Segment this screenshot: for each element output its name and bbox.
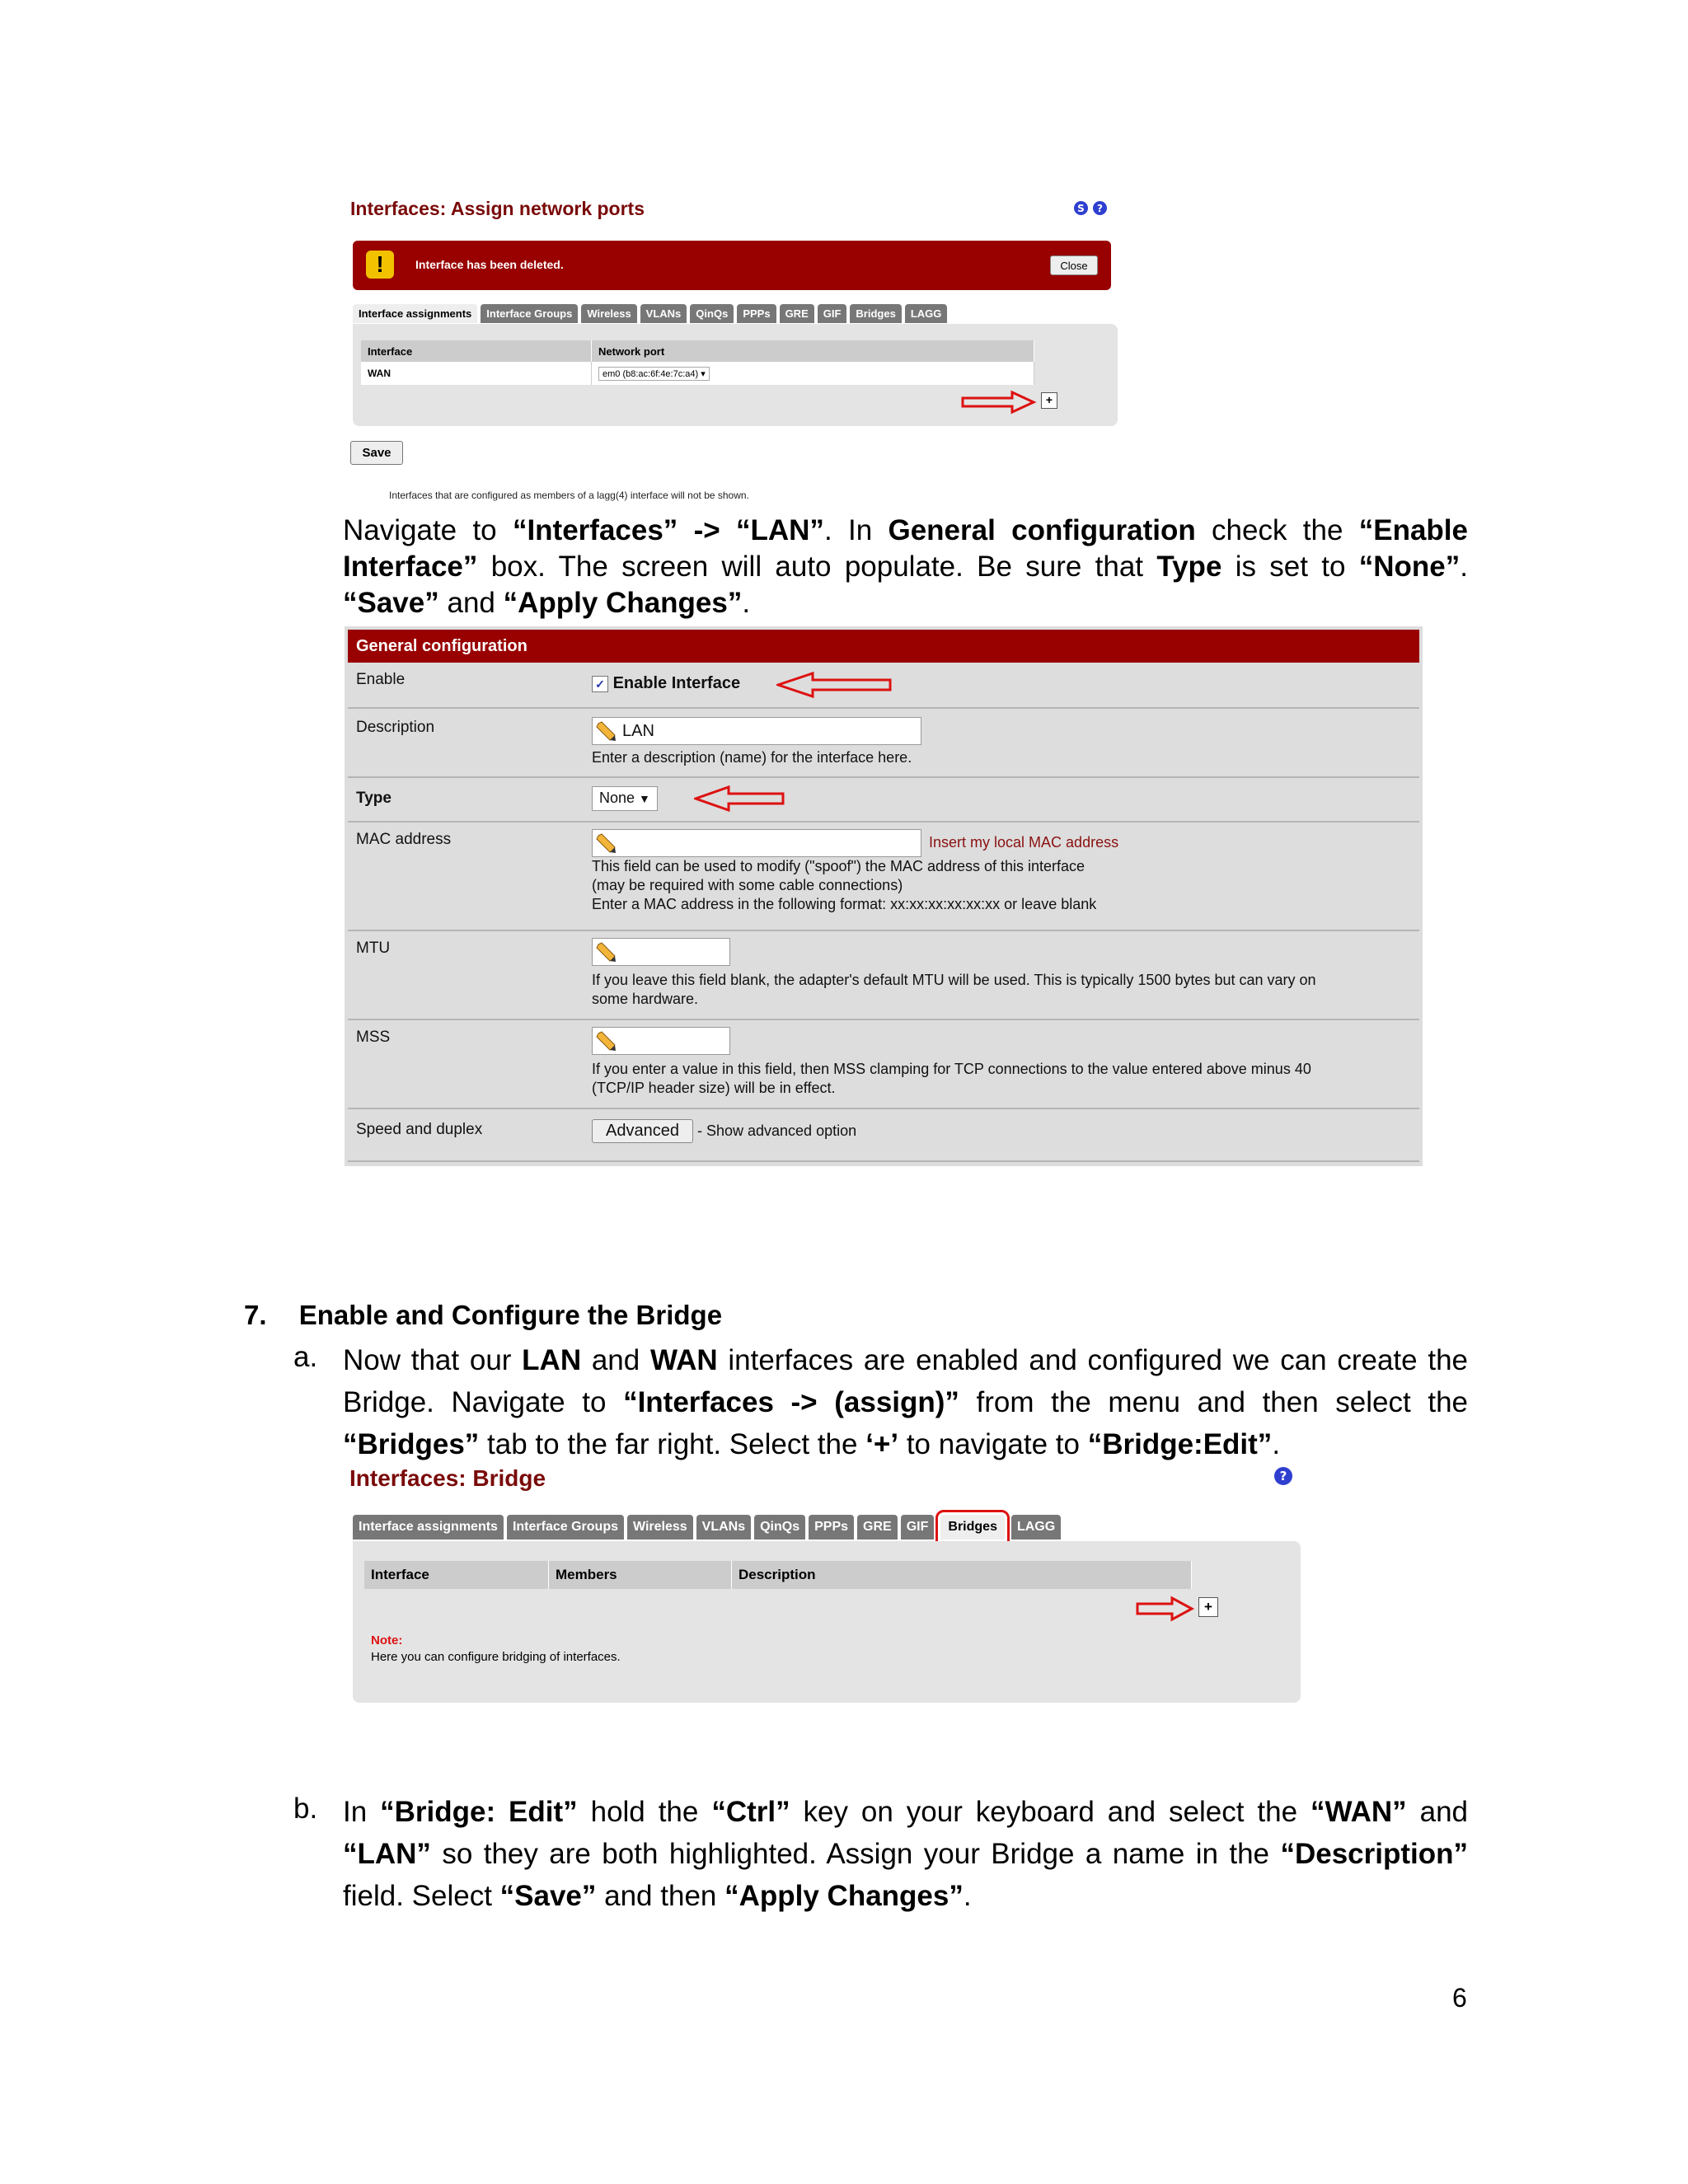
bold-text: “Description” [1280, 1838, 1468, 1870]
text: . In [823, 514, 889, 546]
red-arrow [1136, 1596, 1195, 1622]
page-number: 6 [1452, 1983, 1467, 2013]
bold-text: “Bridge: Edit” [380, 1796, 578, 1828]
mac-input[interactable] [592, 829, 921, 857]
bold-text: “None” [1358, 551, 1461, 583]
bold-text: “Enable Interface” [343, 514, 1468, 583]
note-text: Here you can configure bridging of interfaces. [371, 1650, 621, 1664]
text: tab to the far right. Select the [479, 1428, 866, 1460]
description-input-value: LAN [622, 722, 654, 740]
type-label: Type [356, 790, 392, 807]
mss-label: MSS [356, 1029, 391, 1046]
row-interface: WAN [361, 362, 592, 385]
description-label: Description [356, 719, 435, 736]
save-button[interactable]: Save [350, 441, 403, 465]
tab-lagg[interactable]: LAGG [1011, 1515, 1061, 1540]
row-mtu [348, 931, 1419, 1020]
text: to navigate to [898, 1428, 1088, 1460]
alert-bar [353, 241, 1111, 290]
section-7-heading [244, 1300, 722, 1331]
bold-text: Type [1156, 551, 1222, 583]
red-arrow [961, 390, 1043, 415]
section-number: 7. [244, 1300, 267, 1330]
tab-ppps[interactable]: PPPs [809, 1515, 854, 1540]
enable-label: Enable [356, 671, 406, 688]
tab-interface-groups[interactable]: Interface Groups [481, 304, 578, 323]
port-select[interactable]: em0 (b8:ac:6f:4e:7c:a4) ▾ [598, 367, 710, 381]
add-icon[interactable]: + [1198, 1597, 1218, 1617]
text: check the [1195, 514, 1359, 546]
item-a-marker: a. [293, 1341, 318, 1373]
help-icon[interactable]: ? [1093, 201, 1107, 215]
tab-interface-assignments[interactable]: Interface assignments [353, 1515, 504, 1540]
port-select-value: em0 (b8:ac:6f:4e:7c:a4) [603, 368, 699, 379]
paragraph-lan [343, 513, 1468, 621]
tab-wireless[interactable]: Wireless [581, 304, 636, 323]
mtu-help-2: some hardware. [592, 991, 699, 1007]
text: box. The screen will auto populate. Be sure that [477, 551, 1157, 583]
assign-panel [353, 324, 1118, 426]
tab-gre[interactable]: GRE [857, 1515, 898, 1540]
tab-wireless[interactable]: Wireless [627, 1515, 693, 1540]
speed-value [592, 1119, 856, 1143]
text: so they are both highlighted. Assign your Bridge a name in the [430, 1838, 1281, 1870]
advanced-button[interactable]: Advanced [592, 1119, 693, 1143]
enable-value [592, 674, 740, 693]
section-title: Enable and Configure the Bridge [298, 1300, 723, 1330]
red-arrow [694, 785, 785, 813]
item-a-text [343, 1339, 1468, 1465]
bold-text: “Apply Changes” [724, 1880, 964, 1912]
mtu-help-1: If you leave this field blank, the adapter's default MTU will be used. This is typically 1500 bytes but can vary on [592, 972, 1316, 988]
add-icon[interactable]: + [1041, 392, 1057, 409]
tab-interface-assignments[interactable]: Interface assignments [353, 304, 477, 323]
row-mss [348, 1020, 1419, 1109]
red-arrow [776, 671, 892, 699]
bold-text: “Save” [343, 587, 439, 619]
mac-label: MAC address [356, 831, 452, 848]
bold-text: General configuration [888, 514, 1196, 546]
mtu-input[interactable] [592, 938, 730, 966]
bold-text: “WAN” [1311, 1796, 1407, 1828]
row-mac [348, 823, 1419, 931]
bold-text: “Interfaces” -> “LAN” [512, 514, 824, 546]
tab-bar [353, 304, 947, 323]
tab-interface-groups[interactable]: Interface Groups [507, 1515, 624, 1540]
bold-text: LAN [522, 1344, 582, 1376]
bridge-title: Interfaces: Bridge [349, 1465, 546, 1491]
pencil-icon [595, 720, 617, 742]
text: Now that our [343, 1344, 523, 1376]
insert-mac-link[interactable]: Insert my local MAC address [929, 833, 1119, 851]
col-members: Members [549, 1561, 732, 1589]
col-description: Description [732, 1561, 1192, 1589]
row-type [348, 778, 1419, 823]
item-b-marker: b. [293, 1793, 318, 1825]
tab-bridges[interactable]: Bridges [850, 304, 901, 323]
general-config-screenshot [345, 626, 1423, 1166]
text: and [581, 1344, 650, 1376]
text: and [1406, 1796, 1469, 1828]
enable-checkbox[interactable]: ✓ [592, 676, 608, 692]
row-enable [348, 663, 1419, 709]
text: interfaces are enabled and configured we can create the Bridge. Navigate to [343, 1344, 1469, 1418]
bold-text: “Interfaces -> (assign)” [623, 1386, 959, 1418]
type-select[interactable] [592, 786, 658, 811]
mac-help-2: (may be required with some cable connections) [592, 877, 903, 893]
pencil-icon [595, 941, 617, 963]
bold-text: ‘+’ [865, 1428, 899, 1460]
type-value [592, 786, 658, 811]
text: hold the [577, 1796, 712, 1828]
text: In [343, 1796, 381, 1828]
mtu-value [592, 938, 1316, 1009]
text: key on your keyboard and select the [790, 1796, 1311, 1828]
lagg-note: Interfaces that are configured as members of a lagg(4) interface will not be shown. [389, 490, 749, 501]
bridge-tab-bar [353, 1515, 1061, 1540]
help-icon[interactable]: ? [1274, 1467, 1292, 1485]
tab-gre[interactable]: GRE [780, 304, 814, 323]
bold-text: “Bridge:Edit” [1087, 1428, 1273, 1460]
general-config-header: General configuration [348, 630, 1419, 663]
bold-text: “Bridges” [343, 1428, 480, 1460]
mss-input[interactable] [592, 1027, 730, 1055]
chevron-down-icon: ▼ [639, 792, 650, 805]
tab-qinqs[interactable]: QinQs [690, 304, 734, 323]
col-interface: Interface [361, 340, 592, 362]
speed-label: Speed and duplex [356, 1121, 483, 1138]
col-interface: Interface [364, 1561, 549, 1589]
bold-text: “Ctrl” [711, 1796, 790, 1828]
bold-text: “Save” [499, 1880, 597, 1912]
row-description [348, 709, 1419, 778]
text: . [963, 1880, 972, 1912]
text: and then [596, 1880, 725, 1912]
type-select-value: None [599, 790, 635, 806]
enable-interface-label: Enable Interface [612, 674, 741, 692]
mac-help-3: Enter a MAC address in the following format: xx:xx:xx:xx:xx:xx or leave blank [592, 896, 1097, 912]
advanced-help: - Show advanced option [696, 1122, 857, 1139]
text: . [742, 587, 751, 619]
row-port-cell [592, 362, 1034, 385]
mss-help-2: (TCP/IP header size) will be in effect. [592, 1080, 836, 1096]
tab-qinqs[interactable]: QinQs [754, 1515, 805, 1540]
help-icons [1074, 201, 1107, 215]
bold-text: “Apply Changes” [503, 587, 743, 619]
description-input[interactable] [592, 717, 921, 745]
row-speed [348, 1109, 1419, 1162]
pencil-icon [595, 832, 617, 854]
description-value [592, 717, 921, 767]
text: field. Select [343, 1880, 500, 1912]
mtu-label: MTU [356, 940, 391, 957]
tab-vlans[interactable]: VLANs [696, 1515, 751, 1540]
pencil-icon [595, 1030, 617, 1052]
warning-icon: ! [366, 251, 394, 279]
text: . [1460, 551, 1468, 583]
description-help: Enter a description (name) for the interface here. [592, 749, 912, 766]
tab-vlans[interactable]: VLANs [640, 304, 687, 323]
item-b-text [343, 1791, 1468, 1917]
bold-text: WAN [649, 1344, 718, 1376]
text: and [438, 587, 504, 619]
assign-ports-title: Interfaces: Assign network ports [350, 198, 645, 219]
tab-bridges[interactable]: Bridges [940, 1515, 1005, 1540]
mss-help-1: If you enter a value in this field, then MSS clamping for TCP connections to the value entered above minus 40 [592, 1061, 1311, 1077]
bold-text: “LAN” [343, 1838, 431, 1870]
tab-gif[interactable]: GIF [818, 304, 847, 323]
text: . [1272, 1428, 1281, 1460]
mac-value [592, 829, 1118, 914]
close-button[interactable]: Close [1050, 255, 1098, 275]
tab-ppps[interactable]: PPPs [737, 304, 776, 323]
tab-lagg[interactable]: LAGG [905, 304, 948, 323]
text: is set to [1221, 551, 1359, 583]
bridge-panel [353, 1541, 1301, 1703]
mac-help-1: This field can be used to modify ("spoof") the MAC address of this interface [592, 858, 1085, 874]
tab-gif[interactable]: GIF [901, 1515, 935, 1540]
note-label: Note: [371, 1633, 403, 1647]
alert-text: Interface has been deleted. [415, 258, 564, 271]
text: Navigate to [343, 514, 513, 546]
col-network-port: Network port [592, 340, 1034, 362]
text: from the menu and then select the [959, 1386, 1469, 1418]
mss-value [592, 1027, 1311, 1098]
settings-help-icon[interactable]: S [1074, 201, 1088, 215]
